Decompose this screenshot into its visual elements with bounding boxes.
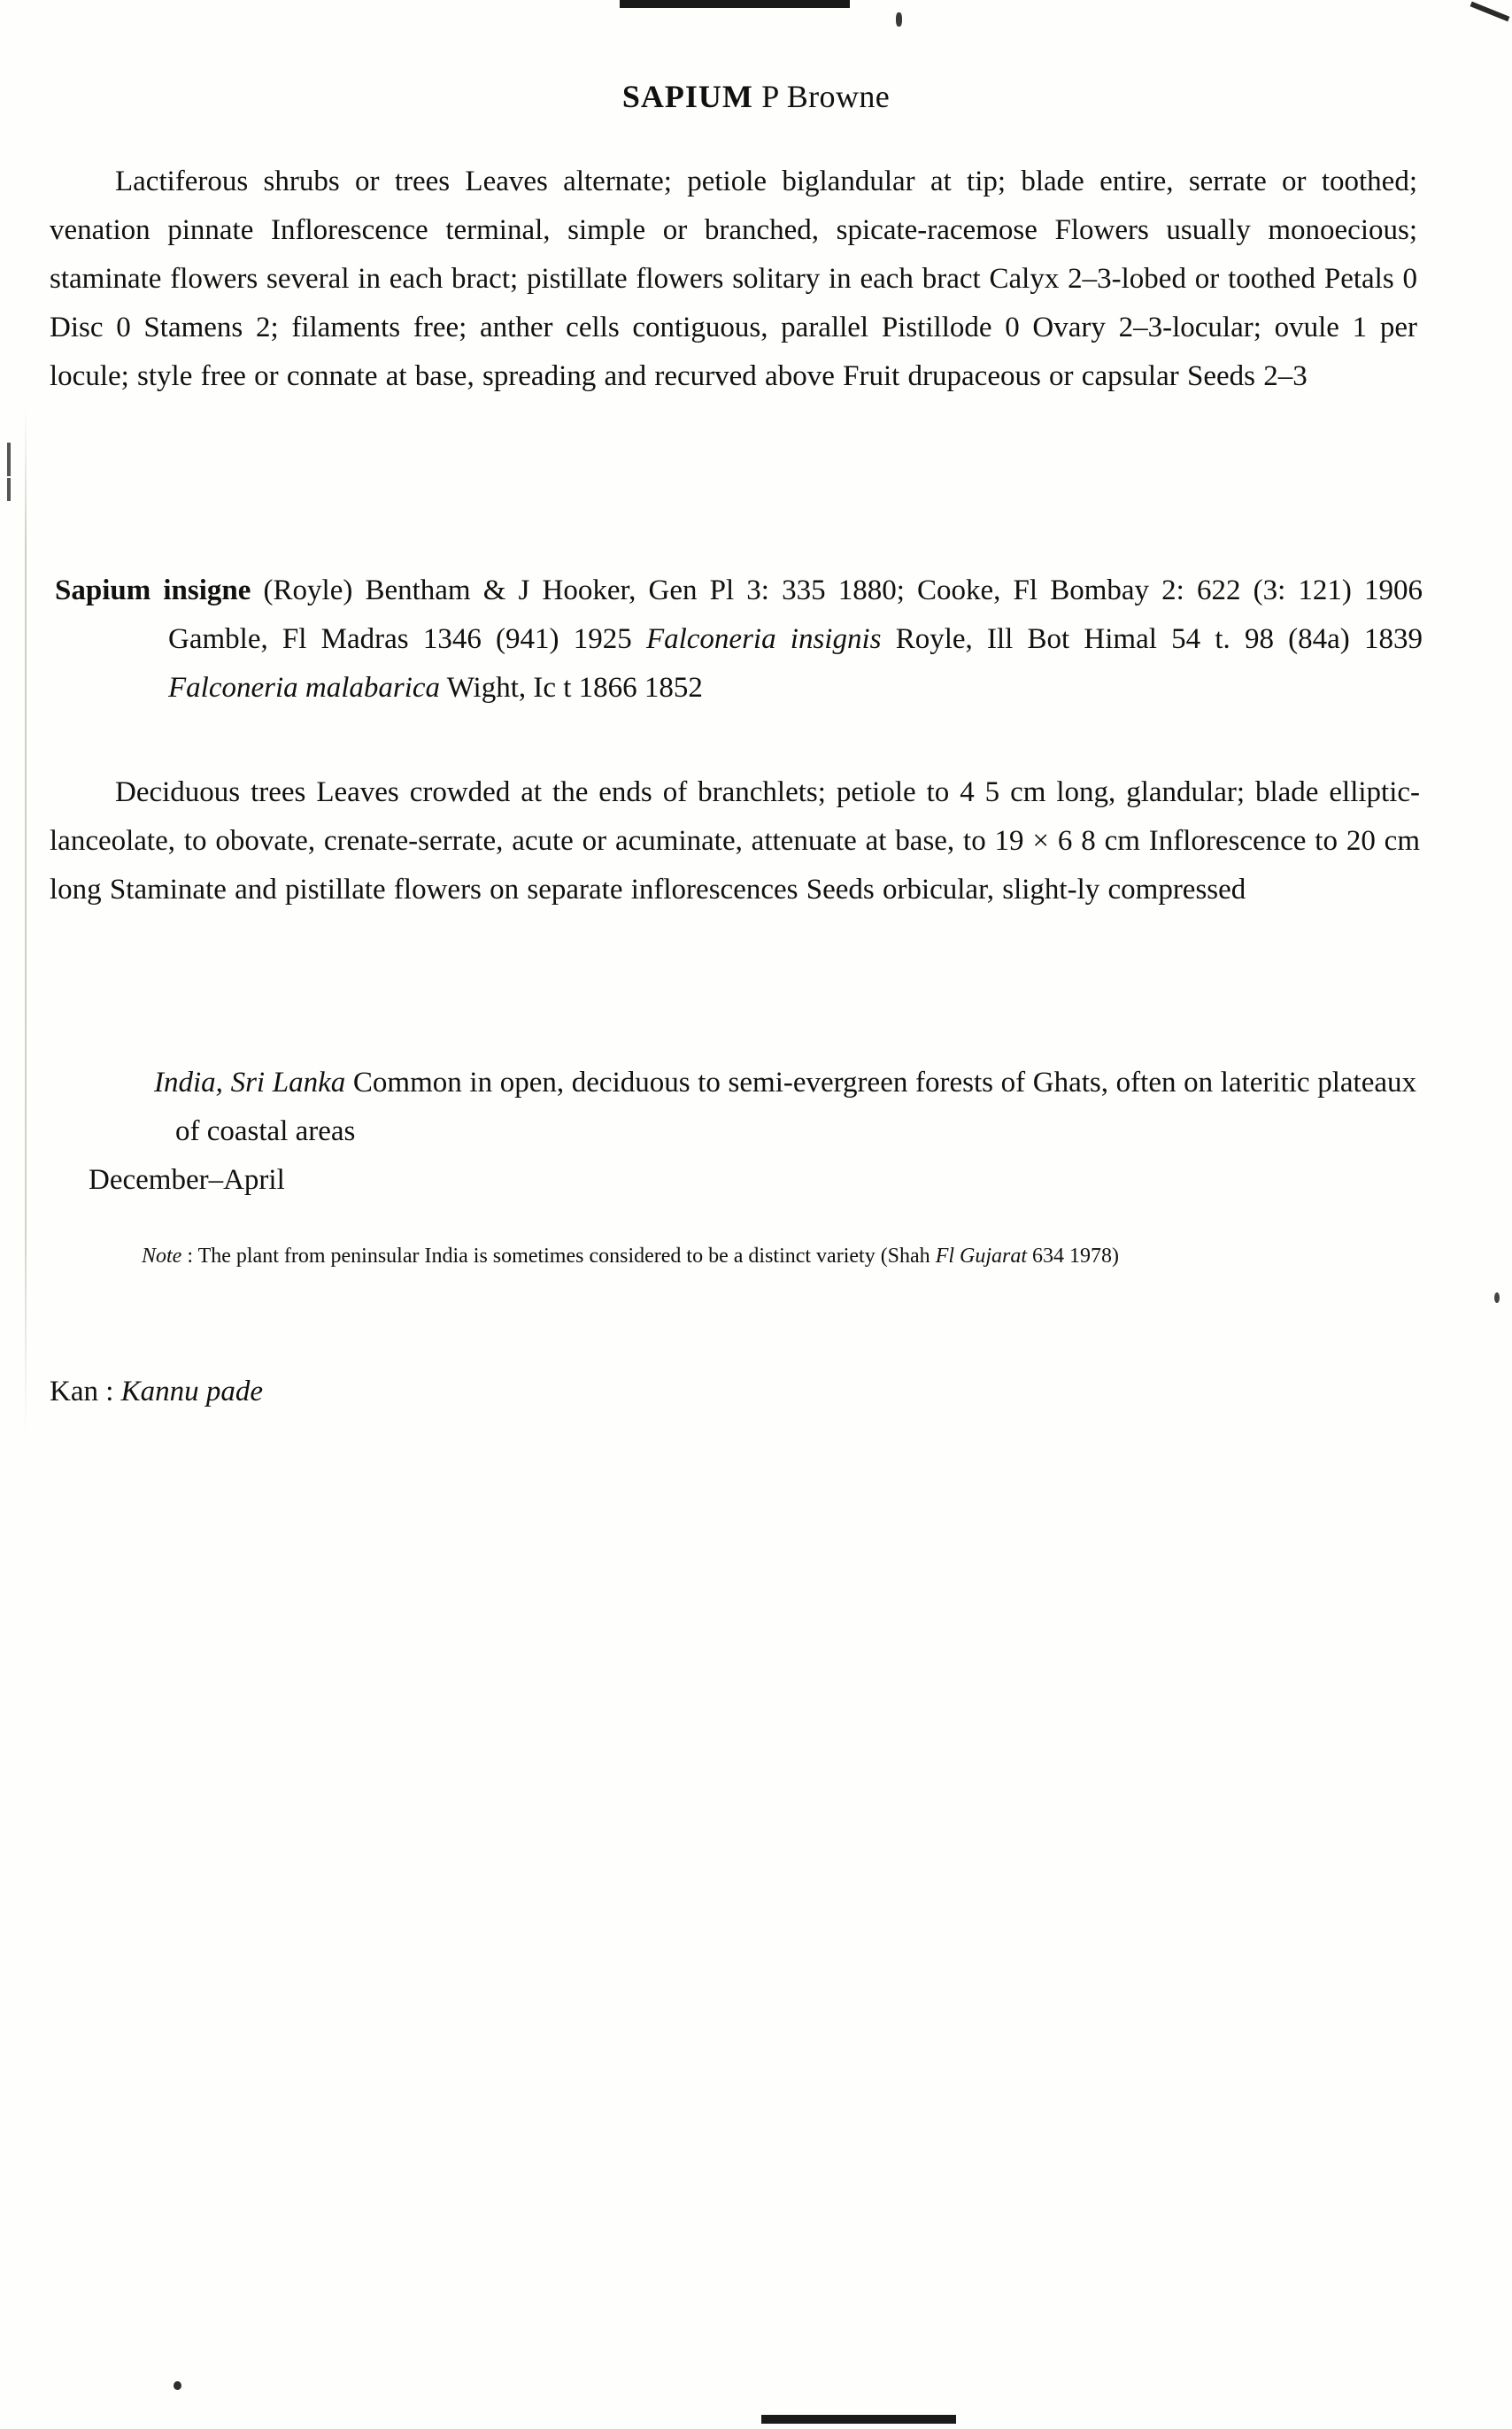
scan-artifact-top-dot bbox=[896, 12, 902, 27]
genus-author: P Browne bbox=[752, 79, 891, 114]
genus-description-block bbox=[50, 158, 1417, 401]
scan-artifact-left-tick-lower bbox=[7, 478, 11, 501]
distribution-region: India, Sri Lanka bbox=[154, 1067, 346, 1099]
synonym-name-1: Falconeria insignis bbox=[645, 623, 882, 655]
genus-name: SAPIUM bbox=[621, 79, 753, 114]
genus-heading bbox=[0, 78, 1512, 115]
species-description-text: Deciduous trees Leaves crowded at the ends of branchlets; petiole to 4 5 cm long, glandular; blade elliptic-lanceolate, to obovate, crenate-serrate, acute or acuminate, attenuate at base, to 19 × 6 8 cm Inflorescence to 20 cm long Staminate and pistillate flowers on separate inflorescences Seeds orbicular, slight-ly compressed bbox=[50, 776, 1420, 906]
scan-artifact-page-edge-line bbox=[25, 407, 27, 1434]
note-content bbox=[53, 1238, 1421, 1275]
note-label: Note bbox=[142, 1245, 182, 1268]
genus-description-text: Lactiferous shrubs or trees Leaves alternate; petiole biglandular at tip; blade entire, serrate or toothed; venation pinnate Inflorescence terminal, simple or branched, spicate-racemose Flowers usually monoecious; staminate flowers several in each bract; pistillate flowers solitary in each bract Calyx 2–3-lobed or toothed Petals 0 Disc 0 Stamens 2; filaments free; anther cells contiguous, parallel Pistillode 0 Ovary 2–3-locular; ovule 1 per locule; style free or connate at base, spreading and recurved above Fruit drupaceous or capsular Seeds 2–3 bbox=[50, 166, 1417, 392]
vernacular-language-label: Kan : bbox=[50, 1376, 121, 1407]
distribution-line bbox=[89, 1059, 1416, 1156]
scan-artifact-bottom-speck bbox=[174, 2381, 181, 2390]
note-text: The plant from peninsular India is sometimes considered to be a distinct variety (Shah bbox=[197, 1245, 936, 1268]
species-citation-block bbox=[55, 567, 1423, 713]
scan-artifact-bottom-bar bbox=[761, 2415, 956, 2424]
synonym-citation-1: Royle, Ill Bot Himal 54 t. 98 (84a) 1839 bbox=[881, 623, 1423, 655]
scan-artifact-left-tick-upper bbox=[7, 443, 11, 476]
synonym-citation-2: Wight, Ic t 1866 1852 bbox=[440, 672, 703, 704]
species-description-block bbox=[50, 768, 1420, 914]
synonym-name-2: Falconeria malabarica bbox=[168, 672, 441, 704]
species-name-and-citation bbox=[55, 567, 1423, 713]
note-separator: : bbox=[181, 1245, 198, 1268]
species-name: Sapium insigne bbox=[55, 574, 251, 606]
distribution-habitat: Common in open, deciduous to semi-evergreen forests of Ghats, often on lateritic plateaux of coastal areas bbox=[175, 1067, 1416, 1147]
vernacular-name-block bbox=[50, 1370, 263, 1413]
scan-artifact-top-bar bbox=[620, 0, 850, 8]
flowering-period: December–April bbox=[89, 1164, 285, 1196]
scan-artifact-right-speck bbox=[1494, 1292, 1500, 1303]
vernacular-name: Kannu pade bbox=[120, 1376, 264, 1407]
scan-artifact-corner-tick bbox=[1470, 2, 1510, 22]
note-reference-tail: 634 1978) bbox=[1027, 1245, 1120, 1268]
species-authority-citation: (Royle) Bentham & J Hooker, Gen Pl 3: 335 1880; Cooke, Fl Bombay 2: 622 (3: 121) 1906 Gamble, Fl Madras 1346 (941) 1925 bbox=[168, 574, 1423, 655]
note-reference: Fl Gujarat bbox=[935, 1245, 1028, 1268]
distribution-block bbox=[89, 1059, 1416, 1205]
note-block bbox=[53, 1238, 1421, 1275]
